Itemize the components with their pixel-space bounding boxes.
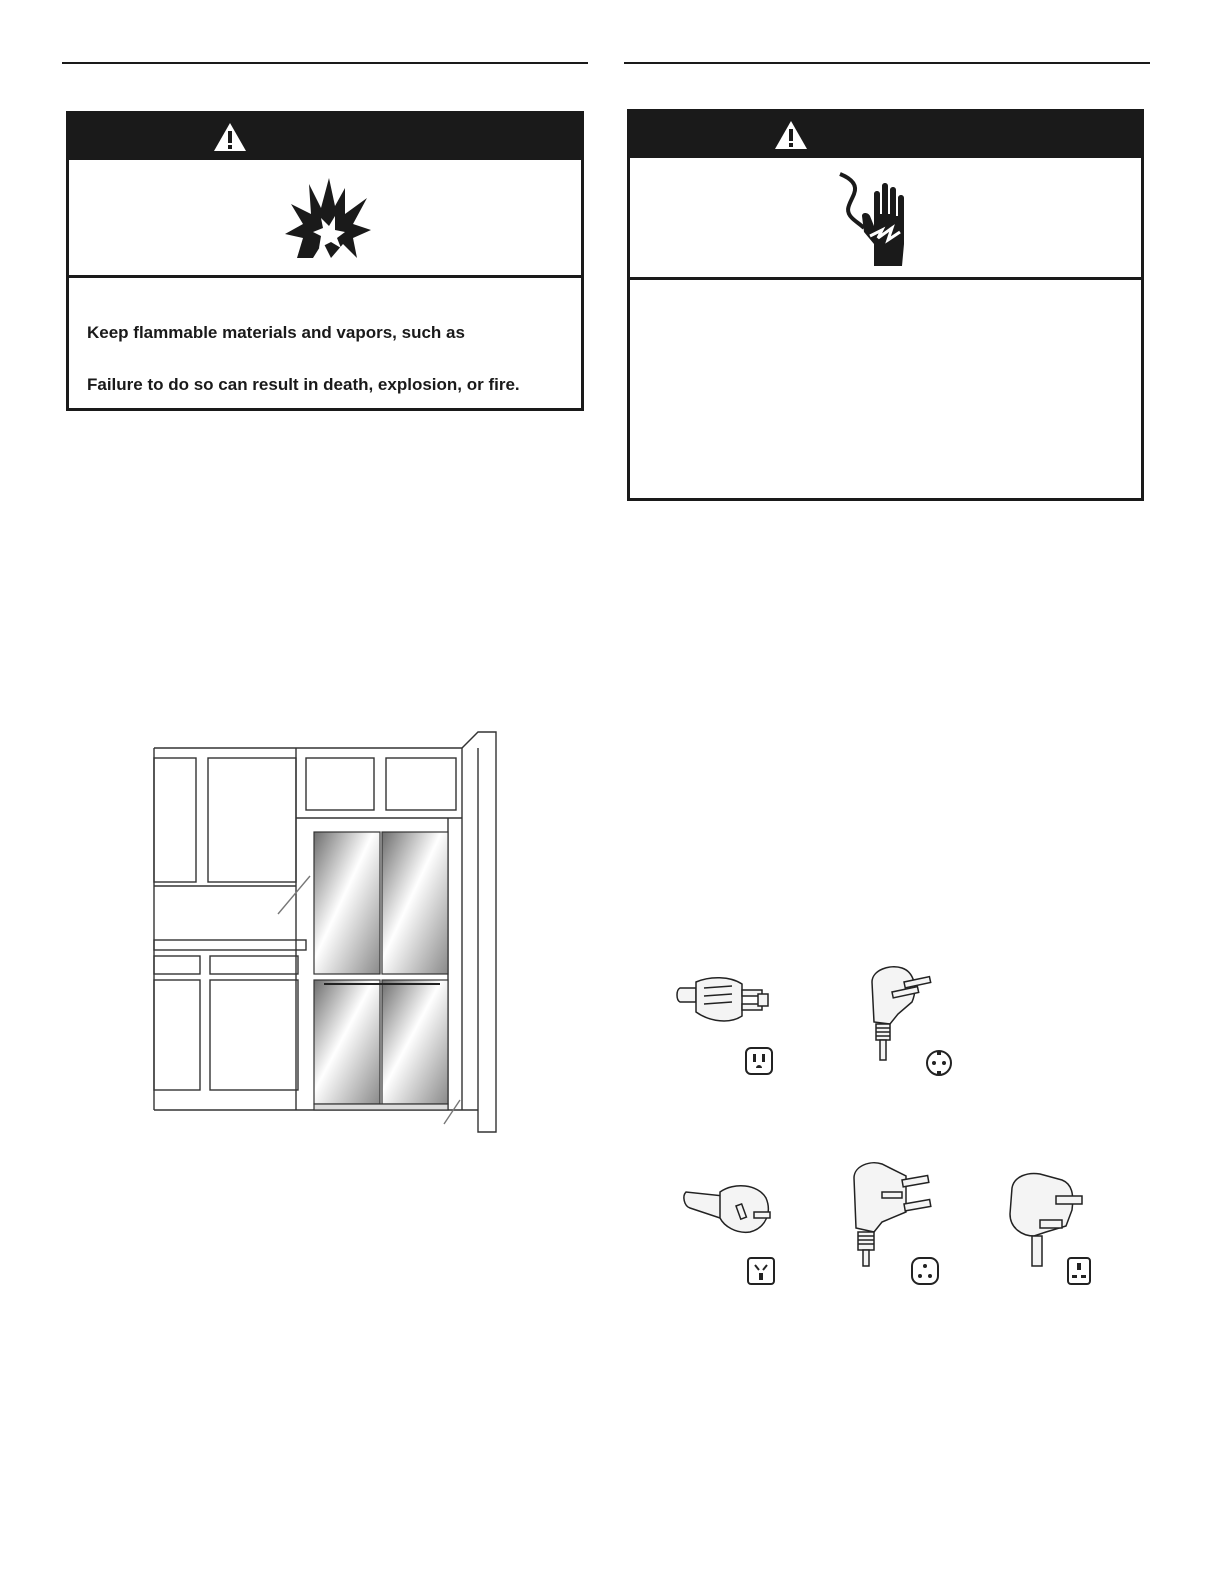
warning-text-area <box>69 278 581 408</box>
electric-shock-hand-icon <box>834 170 924 268</box>
warning-text-line-2: Failure to do so can result in death, explosion, or fire. <box>87 375 520 394</box>
electrical-warning-box <box>627 109 1144 501</box>
explosion-icon <box>283 174 373 260</box>
warning-pictogram-band <box>630 158 1141 280</box>
warning-header-bar <box>69 114 581 160</box>
warning-pictogram-band <box>69 160 581 278</box>
round-three-pin-outlet-icon <box>910 1256 940 1286</box>
warning-triangle-icon <box>774 120 808 150</box>
nema-outlet-icon <box>744 1046 774 1076</box>
schuko-plug-icon <box>862 962 942 1062</box>
indian-plug-icon <box>846 1158 936 1268</box>
right-column-top-rule <box>624 62 1150 64</box>
australian-outlet-icon <box>746 1256 776 1286</box>
warning-header-bar <box>630 112 1141 158</box>
warning-text-line-1: Keep flammable materials and vapors, such as <box>87 323 465 342</box>
uk-outlet-icon <box>1066 1256 1092 1286</box>
warning-triangle-icon <box>213 122 247 152</box>
uk-plug-icon <box>1006 1170 1092 1270</box>
refrigerator-in-cabinet-illustration <box>148 728 508 1136</box>
australian-plug-icon <box>680 1178 780 1248</box>
warning-text-area <box>630 280 1141 498</box>
nema-three-prong-plug-icon <box>670 966 780 1036</box>
schuko-outlet-icon <box>924 1048 954 1078</box>
left-column-top-rule <box>62 62 588 64</box>
flammable-warning-box <box>66 111 584 411</box>
